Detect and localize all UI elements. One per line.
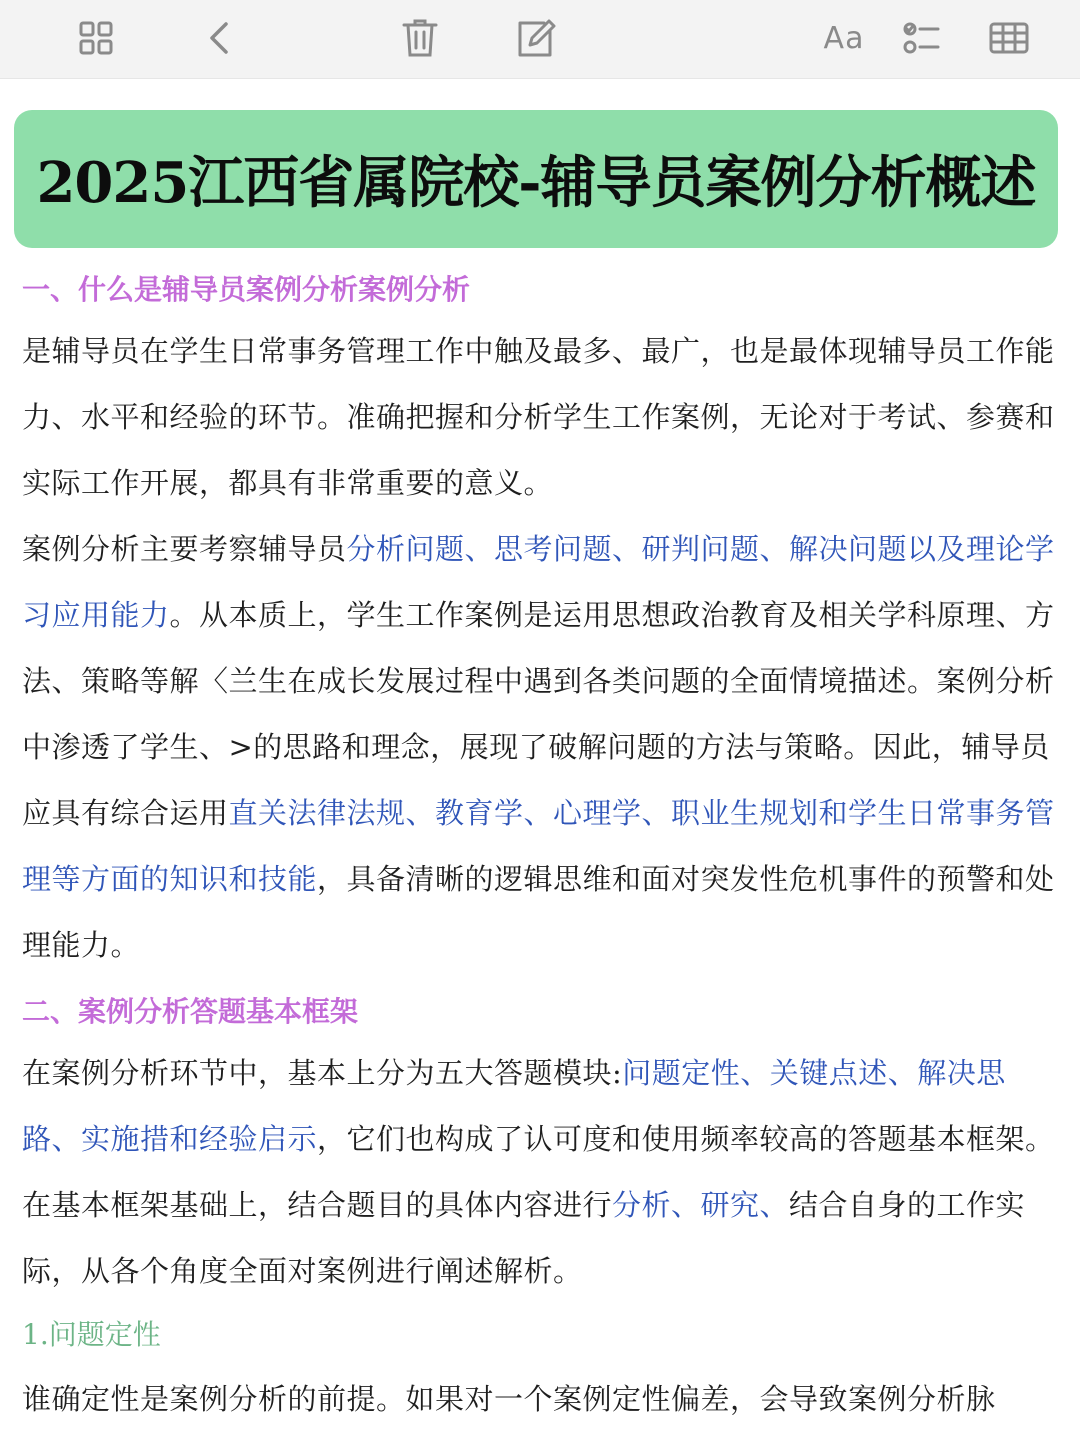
paragraph: 案例分析主要考察辅导员分析问题、思考问题、研判问题、解决问题以及理论学习应用能力。从本质上，学生工作案例是运用思想政治教育及相关学科原理、方法、策略等解〈兰生在成长发展过程中遇到各类问题的全面情境描述。案例分析中渗透了学生、>的思路和理念，展现了破解问题的方法与策略。因此，辅导员应具有综合运用直关法律法规、教育学、心理学、职业生规划和学生日常事务管理等方面的知识和技能，具备清晰的逻辑思维和面对突发性危机事件的预警和处理能力。 <box>22 532 1055 962</box>
paragraph: 在案例分析环节中，基本上分为五大答题模块:问题定性、关键点述、解决思路、实施措和经验启示，它们也构成了认可度和使用频率较高的答题基本框架。在基本框架基础上，结合题目的具体内容进行分析、研究、结合自身的工作实际，从各个角度全面对案例进行阐述解析。 <box>22 1056 1055 1288</box>
trash-icon[interactable] <box>394 12 446 64</box>
highlight-text: 问题定性、关键点述、解决思路、实施措和经验启示 <box>22 1056 1006 1156</box>
note-body[interactable] <box>22 262 1062 1432</box>
highlight-text: 直关法律法规、教育学、心理学、职业生规划和学生日常事务管理等方面的知识和技能 <box>22 796 1055 896</box>
paragraph: 是辅导员在学生日常事务管理工作中触及最多、最广，也是最体现辅导员工作能力、水平和经验的环节。准确把握和分析学生工作案例，无论对于考试、参赛和实际工作开展，都具有非常重要的意义。 <box>22 334 1055 500</box>
checklist-icon[interactable] <box>896 12 948 64</box>
toolbar <box>0 0 1080 79</box>
subheading: 1.问题定性 <box>22 1318 161 1351</box>
table-icon[interactable] <box>983 12 1035 64</box>
highlight-text: 分析问题、思考问题、研判问题、解决问题以及理论学习应用能力 <box>22 532 1055 632</box>
highlight-text: 分析、研究、 <box>612 1188 790 1222</box>
font-icon[interactable]: Aa <box>823 20 865 56</box>
section-heading: 二、案例分析答题基本框架 <box>22 995 359 1028</box>
grid-icon[interactable] <box>70 12 122 64</box>
section-heading: 一、什么是辅导员案例分析案例分析 <box>22 273 471 306</box>
page-title: 2025江西省属院校-辅导员案例分析概述 <box>36 150 1036 216</box>
back-icon[interactable] <box>194 12 246 64</box>
edit-icon[interactable] <box>509 12 561 64</box>
title-banner <box>14 110 1058 248</box>
paragraph: 谁确定性是案例分析的前提。如果对一个案例定性偏差，会导致案例分析脉 <box>22 1382 996 1416</box>
